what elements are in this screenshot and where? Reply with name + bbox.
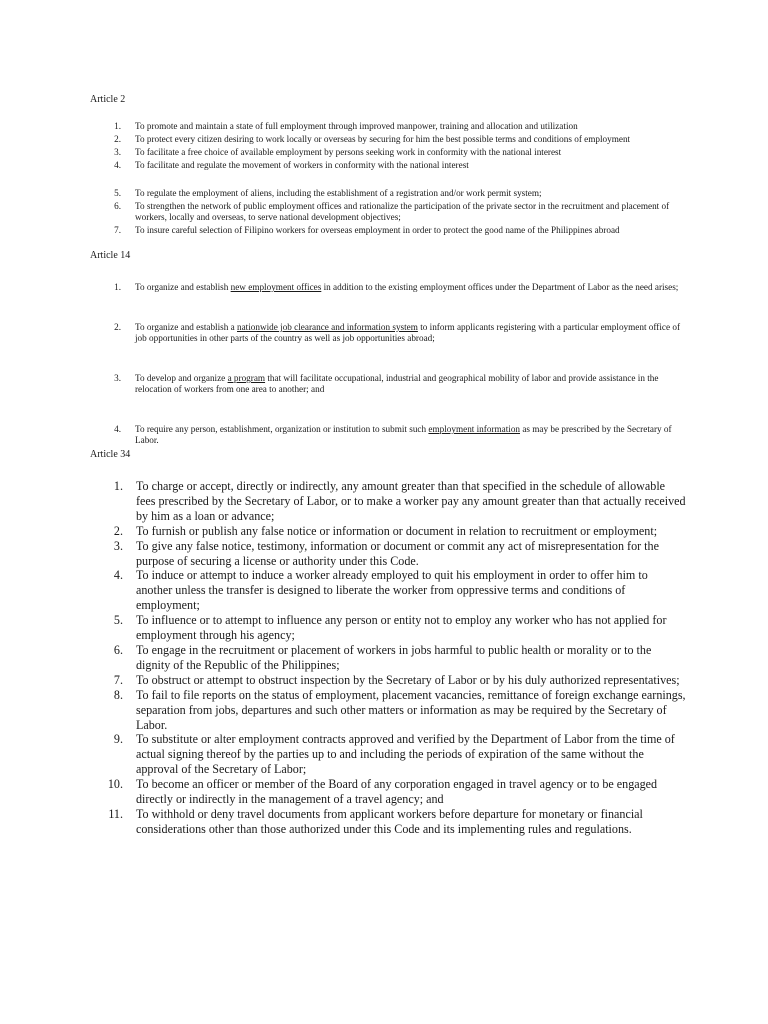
item-number: 2. [114, 322, 121, 332]
item-number: 7. [113, 672, 123, 687]
article-2-heading: Article 2 [90, 94, 126, 105]
item-number: 4. [113, 568, 123, 583]
item-text: To strengthen the network of public employment offices and rationalize the participation of the private sector in the recruitment and placement of workers, locally and overseas, to serve national development objectives; [135, 201, 670, 222]
list-item [114, 160, 685, 171]
article-14-heading: Article 14 [90, 250, 131, 261]
list-item [107, 777, 686, 807]
list-item [113, 732, 686, 777]
list-item [113, 568, 686, 613]
underlined-term: a program [227, 373, 266, 383]
item-text-pre: To require any person, establishment, organization or institution to submit such [135, 424, 429, 434]
list-item [113, 613, 686, 643]
item-text: To engage in the recruitment or placement of workers in jobs harmful to public health or morality or to the dignity of the Republic of the Philippines; [136, 642, 652, 672]
item-text: To protect every citizen desiring to work locally or overseas by securing for him the best possible terms and conditions of employment [135, 134, 631, 144]
item-number: 6. [113, 642, 123, 657]
item-number: 4. [114, 160, 121, 170]
list-item [114, 188, 685, 199]
article-2-list-part-2 [114, 188, 685, 238]
item-text: To withhold or deny travel documents from applicant workers before departure for monetary or financial considerations other than those authorized under this Code and its implementing rules and regulations. [136, 806, 643, 836]
list-item [113, 538, 686, 569]
item-number: 3. [114, 147, 121, 157]
item-text: To insure careful selection of Filipino workers for overseas employment in order to protect the good name of the Philippines abroad [135, 225, 620, 235]
item-text: To influence or to attempt to influence any person or entity not to employ any worker who has not applied for employment through his agency; [136, 613, 667, 643]
item-number: 9. [113, 732, 123, 747]
underlined-term: nationwide job clearance and information system [237, 322, 418, 332]
item-text-post: as may be prescribed by the Secretary of Labor. [135, 424, 672, 445]
item-text: To induce or attempt to induce a worker already employed to quit his employment in order to offer him to another unless the transfer is designed to liberate the worker from oppressive terms and conditions of employment; [136, 568, 648, 613]
item-number: 1. [114, 282, 121, 292]
article-2-list-part-1 [114, 121, 685, 173]
list-item [114, 282, 685, 293]
list-item [108, 806, 686, 837]
list-item [113, 642, 686, 673]
underlined-term: new employment offices [230, 282, 322, 292]
list-item [113, 687, 686, 733]
item-number: 2. [114, 134, 121, 144]
item-number: 11. [108, 806, 123, 821]
list-item [113, 479, 686, 524]
item-text-post: that will facilitate occupational, industrial and geographical mobility of labor and provide assistance in the relocation of workers from one area to another; and [135, 373, 659, 394]
item-number: 7. [114, 225, 121, 235]
article-34-heading: Article 34 [90, 449, 131, 460]
item-text: To substitute or alter employment contracts approved and verified by the Department of Labor from the time of actual signing thereof by the parties up to and including the periods of expiration of the same without the approval of the Secretary of Labor; [136, 732, 675, 777]
item-number: 5. [113, 613, 123, 628]
item-number: 8. [113, 687, 123, 702]
item-text: To promote and maintain a state of full employment through improved manpower, training and allocation and utilization [135, 121, 578, 131]
list-item [114, 134, 685, 145]
item-number: 5. [114, 188, 121, 198]
list-item [114, 147, 685, 158]
item-text: To charge or accept, directly or indirectly, any amount greater than that specified in the schedule of allowable fees prescribed by the Secretary of Labor, or to make a worker pay any amount greater than that actually received by him as a loan or advance; [136, 479, 686, 523]
item-text: To become an officer or member of the Board of any corporation engaged in travel agency or to be engaged directly or indirectly in the management of a travel agency; and [136, 777, 658, 807]
item-number: 4. [114, 424, 121, 434]
item-text-pre: To develop and organize [135, 373, 228, 383]
item-text-pre: To organize and establish a [135, 322, 238, 332]
item-text: To obstruct or attempt to obstruct inspection by the Secretary of Labor or by his duly authorized representatives; [136, 672, 680, 687]
item-text: To fail to file reports on the status of employment, placement vacancies, remittance of foreign exchange earnings, separation from jobs, departures and such other matters or information as may be required by the Secretary of Labor. [136, 687, 686, 732]
item-text: To furnish or publish any false notice or information or document in relation to recruitment or employment; [136, 523, 658, 538]
list-item [113, 672, 686, 688]
item-text: To facilitate a free choice of available employment by persons seeking work in conformity with the national interest [135, 147, 562, 157]
item-number: 10. [107, 777, 123, 792]
list-item [114, 424, 685, 446]
list-item [114, 225, 685, 236]
list-item [114, 121, 685, 132]
article-14-list [114, 282, 685, 475]
item-text-post: to inform applicants registering with a particular employment office of job opportunities in other parts of the country as well as job opportunities abroad; [135, 322, 681, 343]
item-number: 1. [114, 121, 121, 131]
item-text-post: in addition to the existing employment offices under the Department of Labor as the need arises; [321, 282, 679, 292]
item-text: To regulate the employment of aliens, including the establishment of a registration and/or work permit system; [135, 188, 542, 198]
item-number: 6. [114, 201, 121, 211]
item-number: 3. [113, 538, 123, 553]
list-item [113, 523, 686, 539]
underlined-term: employment information [428, 424, 521, 434]
item-number: 3. [114, 373, 121, 383]
item-text: To facilitate and regulate the movement of workers in conformity with the national interest [135, 160, 469, 170]
list-item [114, 322, 685, 344]
article-34-list [107, 479, 686, 837]
item-number: 1. [113, 479, 123, 493]
item-text: To give any false notice, testimony, information or document or commit any act of misrepresentation for the purpose of securing a license or authority under this Code. [136, 538, 659, 568]
list-item [114, 373, 685, 395]
list-item [114, 201, 685, 223]
item-number: 2. [113, 523, 123, 538]
item-text-pre: To organize and establish [135, 282, 231, 292]
